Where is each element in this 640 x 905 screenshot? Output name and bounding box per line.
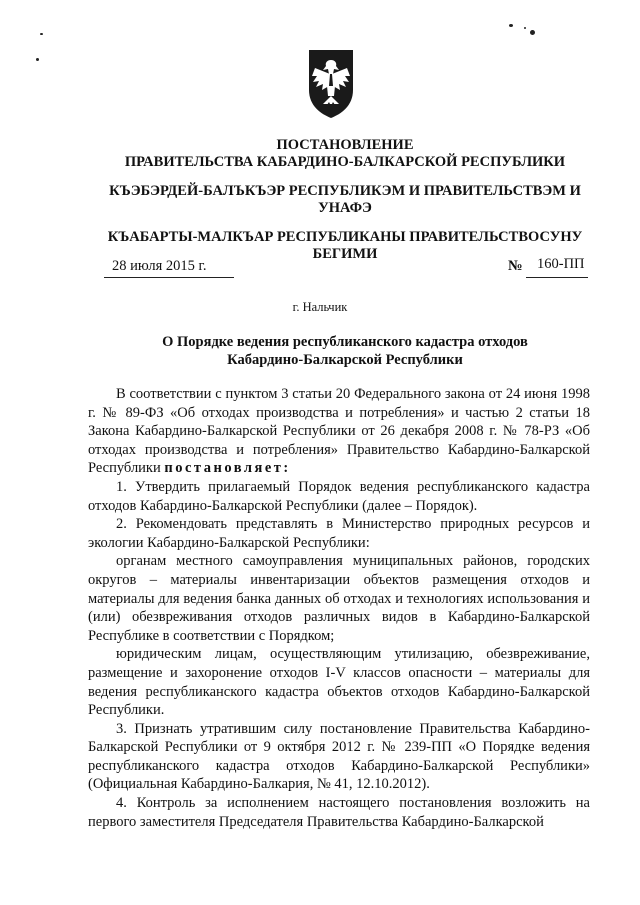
document-city: г. Нальчик — [292, 300, 348, 314]
clause-3: 3. Признать утратившим силу постановление Правительства Кабардино-Балкарской Республики от 9 октября 2012 г. № 239-ПП «О Порядке ведения республиканского кадастра отходов Кабардино-Балкарской Республики» (Официальная Кабардино-Балкария, № 41, 12.10.2012). — [88, 720, 590, 793]
scan-speck — [530, 30, 535, 35]
date-number-row — [104, 258, 594, 280]
date-underline — [104, 277, 234, 278]
number-sign: № — [508, 258, 523, 274]
document-body — [88, 385, 590, 831]
kabardian-line-2: УНАФЭ — [318, 200, 372, 216]
coat-of-arms-eagle-icon — [299, 46, 363, 120]
title-line-2: Кабардино-Балкарской Республики — [227, 352, 463, 368]
scan-speck — [509, 24, 513, 27]
resolution-verb: постановляет: — [164, 460, 291, 477]
number-underline — [526, 277, 588, 278]
title-line-1: О Порядке ведения республиканского кадастра отходов — [162, 334, 528, 350]
balkar-line-1: КЪАБАРТЫ-МАЛКЪАР РЕСПУБЛИКАНЫ ПРАВИТЕЛЬСТВОСУНУ — [107, 229, 583, 245]
clause-2: 2. Рекомендовать представлять в Министерство природных ресурсов и экологии Кабардино-Балкарской Республики: — [88, 516, 590, 551]
scan-speck — [40, 33, 43, 35]
clause-2-municipal: органам местного самоуправления муниципальных районов, городских округов – материалы инвентаризации объектов размещения отходов и материалы для ведения банка данных об отходах и технологиях использования и (или) обезвреживания отходов различных видов в Кабардино-Балкарской Республике в соответствии с Порядком; — [88, 553, 590, 644]
scan-speck — [36, 58, 39, 61]
kabardian-header — [80, 183, 610, 217]
balkar-line-2: БЕГИМИ — [312, 246, 378, 262]
kabardian-line-1: КЪЭБЭРДЕЙ-БАЛЪКЪЭР РЕСПУБЛИКЭМ И ПРАВИТЕЛЬСТВЭМ И — [109, 183, 581, 199]
clause-2-legal-entities: юридическим лицам, осуществляющим утилизацию, обезвреживание, размещение и захоронение отходов I-V классов опасности – материалы для ведения республиканского кадастра объектов отходов Кабардино-Балкарской Республики. — [88, 646, 590, 719]
document-date: 28 июля 2015 г. — [112, 258, 207, 274]
document-type-header — [80, 137, 610, 171]
preamble-paragraph — [88, 385, 590, 478]
clause-4: 4. Контроль за исполнением настоящего постановления возложить на первого заместителя Председателя Правительства Кабардино-Балкарской — [88, 795, 590, 830]
document-title — [80, 333, 610, 369]
header-line-2: ПРАВИТЕЛЬСТВА КАБАРДИНО-БАЛКАРСКОЙ РЕСПУБЛИКИ — [124, 154, 566, 170]
scan-speck — [524, 27, 526, 29]
document-number: 160-ПП — [537, 256, 585, 272]
clause-1: 1. Утвердить прилагаемый Порядок ведения республиканского кадастра отходов Кабардино-Балкарской Республики (далее – Порядок). — [88, 478, 590, 514]
preamble-text: В соответствии с пунктом 3 статьи 20 Федерального закона от 24 июня 1998 г. № 89-ФЗ «Об отходах производства и потребления» и частью 2 статьи 18 Закона Кабардино-Балкарской Республики от 26 декабря 2008 г. № 78-РЗ «Об отходах производства и потребления» Правительство Кабардино-Балкарской Республики — [88, 386, 590, 477]
header-line-1: ПОСТАНОВЛЕНИЕ — [276, 137, 414, 153]
